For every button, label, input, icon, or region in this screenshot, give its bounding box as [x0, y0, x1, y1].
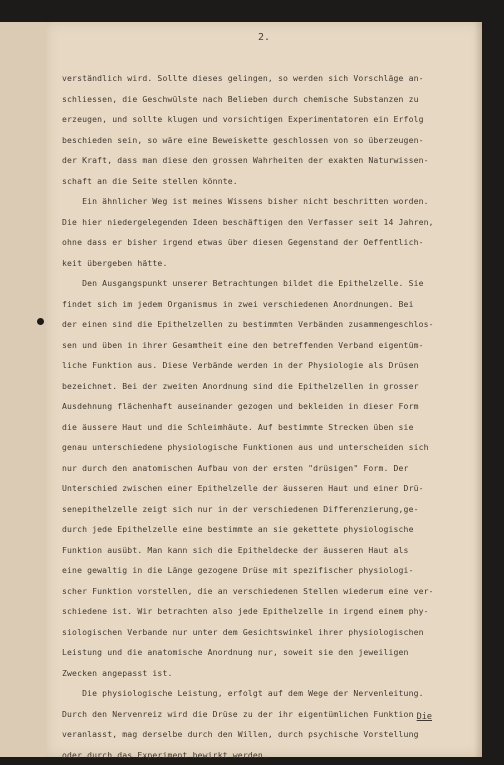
text-line: verständlich wird. Sollte dieses gelingen, so werden sich Vorschläge an-	[62, 68, 472, 89]
text-line: Die physiologische Leistung, erfolgt auf dem Wege der Nervenleitung.	[62, 683, 472, 704]
text-line: sen und üben in ihrer Gesamtheit eine den betreffenden Verband eigentüm-	[62, 335, 472, 356]
text-line: schliessen, die Geschwülste nach Belieben durch chemische Substanzen zu	[62, 89, 472, 110]
text-line: Ein ähnlicher Weg ist meines Wissens bisher nicht beschritten worden.	[62, 191, 472, 212]
document-page	[46, 22, 482, 757]
text-line: Leistung und die anatomische Anordnung nur, soweit sie den jeweiligen	[62, 642, 472, 663]
catchword: Die	[417, 712, 432, 722]
text-line: Funktion ausübt. Man kann sich die Epitheldecke der äusseren Haut als	[62, 540, 472, 561]
previous-page-edge	[0, 22, 47, 757]
text-line: beschieden sein, so wäre eine Beweiskette geschlossen von so überzeugen-	[62, 130, 472, 151]
text-line: senepithelzelle zeigt sich nur in der verschiedenen Differenzierung,ge-	[62, 499, 472, 520]
text-line: eine gewaltig in die Länge gezogene Drüse mit spezifischer physiologi-	[62, 560, 472, 581]
text-line: der Kraft, dass man diese den grossen Wahrheiten der exakten Naturwissen-	[62, 150, 472, 171]
text-line: keit übergeben hätte.	[62, 253, 472, 274]
text-line: ohne dass er bisher irgend etwas über diesen Gegenstand der Oeffentlich-	[62, 232, 472, 253]
text-line: veranlasst, mag derselbe durch den Willen, durch psychische Vorstellung	[62, 724, 472, 745]
text-line: durch jede Epithelzelle eine bestimmte an sie gekettete physiologische	[62, 519, 472, 540]
text-line: Durch den Nervenreiz wird die Drüse zu der ihr eigentümlichen Funktion	[62, 704, 472, 725]
text-line: die äussere Haut und die Schleimhäute. Auf bestimmte Strecken üben sie	[62, 417, 472, 438]
text-line: Ausdehnung flächenhaft auseinander gezogen und bekleiden in dieser Form	[62, 396, 472, 417]
body-text	[62, 68, 472, 765]
binding-hole	[37, 318, 44, 325]
text-line: der einen sind die Epithelzellen zu bestimmten Verbänden zusammengeschlos-	[62, 314, 472, 335]
text-line: oder durch das Experiment bewirkt werden.	[62, 745, 472, 765]
text-line: Zwecken angepasst ist.	[62, 663, 472, 684]
text-line: bezeichnet. Bei der zweiten Anordnung sind die Epithelzellen in grosser	[62, 376, 472, 397]
text-line: nur durch den anatomischen Aufbau von der ersten "drüsigen" Form. Der	[62, 458, 472, 479]
page-shadow-edge	[474, 22, 482, 757]
text-line: Die hier niedergelegenden Ideen beschäftigen den Verfasser seit 14 Jahren,	[62, 212, 472, 233]
text-line: genau unterschiedene physiologische Funktionen aus und unterscheiden sich	[62, 437, 472, 458]
text-line: findet sich im jedem Organismus in zwei verschiedenen Anordnungen. Bei	[62, 294, 472, 315]
text-line: Den Ausgangspunkt unserer Betrachtungen bildet die Epithelzelle. Sie	[62, 273, 472, 294]
text-line: scher Funktion vorstellen, die an verschiedenen Stellen wiederum eine ver-	[62, 581, 472, 602]
text-line: erzeugen, und sollte klugen und vorsichtigen Experimentatoren ein Erfolg	[62, 109, 472, 130]
text-line: siologischen Verbande nur unter dem Gesichtswinkel ihrer physiologischen	[62, 622, 472, 643]
page-number: 2.	[46, 32, 482, 43]
text-line: schiedene ist. Wir betrachten also jede Epithelzelle in irgend einem phy-	[62, 601, 472, 622]
text-line: schaft an die Seite stellen könnte.	[62, 171, 472, 192]
text-line: Unterschied zwischen einer Epithelzelle der äusseren Haut und einer Drü-	[62, 478, 472, 499]
text-line: liche Funktion aus. Diese Verbände werden in der Physiologie als Drüsen	[62, 355, 472, 376]
